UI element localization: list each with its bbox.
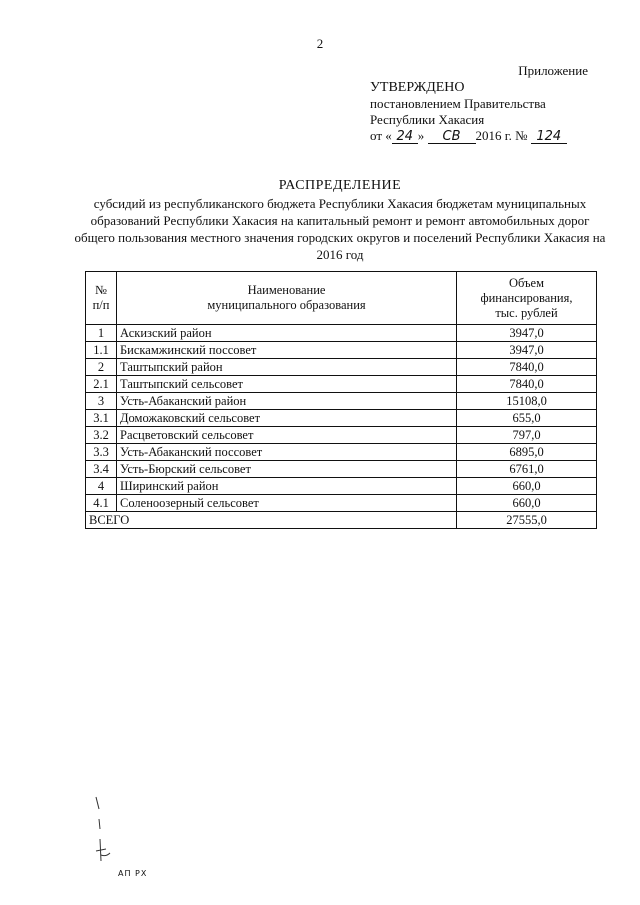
total-label: ВСЕГО [86,512,457,529]
table-row [86,461,597,478]
row-amount: 7840,0 [457,376,597,393]
row-amount: 660,0 [457,478,597,495]
approval-date-line [370,128,567,144]
row-name: Усть-Абаканский поссовет [117,444,457,461]
row-number: 4.1 [86,495,117,512]
archive-stamp: АП РХ [118,869,148,878]
header-amount [457,272,597,325]
row-name: Соленоозерный сельсовет [117,495,457,512]
year-text: 2016 г. № [475,128,528,143]
row-number: 3.4 [86,461,117,478]
header-name [117,272,457,325]
header-amount-line-1: Объем [509,275,544,290]
row-name: Аскизский район [117,325,457,342]
table-row [86,427,597,444]
row-number: 2.1 [86,376,117,393]
row-amount: 6761,0 [457,461,597,478]
row-number: 2 [86,359,117,376]
row-number: 1 [86,325,117,342]
date-prefix: от « [370,128,392,143]
table-row [86,495,597,512]
row-name: Расцветовский сельсовет [117,427,457,444]
date-mid: » [417,128,425,143]
row-amount: 15108,0 [457,393,597,410]
document-title: РАСПРЕДЕЛЕНИЕ [278,178,402,193]
row-name: Таштыпский район [117,359,457,376]
header-number-line-2: п/п [92,298,110,312]
row-amount: 7840,0 [457,359,597,376]
row-number: 3.2 [86,427,117,444]
appendix-label: Приложение [518,63,588,78]
table-header-row [86,272,597,325]
table-total-row [86,512,597,529]
row-amount: 797,0 [457,427,597,444]
table-row [86,410,597,427]
total-amount: 27555,0 [457,512,597,529]
row-amount: 3947,0 [457,325,597,342]
document-subtitle: субсидий из республиканского бюджета Республики Хакасия бюджетам муниципальных образований Республики Хакасия на капитальный ремонт и ремонт автомобильных дорог общего пользования местного значения городских округов и поселений Республики Хакасия на 2016 год [74,196,606,262]
row-number: 1.1 [86,342,117,359]
table-row [86,478,597,495]
table-body [86,325,597,529]
approval-line-1: постановлением Правительства [370,96,546,111]
row-number: 3.3 [86,444,117,461]
row-amount: 660,0 [457,495,597,512]
row-number: 3.1 [86,410,117,427]
header-number-line-1: № [95,283,107,297]
row-name: Доможаковский сельсовет [117,410,457,427]
handwritten-initials [90,795,120,865]
table-row [86,342,597,359]
table-row [86,444,597,461]
approval-block [370,80,567,144]
table-row [86,393,597,410]
handwritten-number: 124 [531,130,567,144]
table-row [86,359,597,376]
distribution-table [85,271,597,529]
row-amount: 6895,0 [457,444,597,461]
row-name: Таштыпский сельсовет [117,376,457,393]
approval-heading: УТВЕРЖДЕНО [370,80,465,95]
row-name: Усть-Бюрский сельсовет [117,461,457,478]
approval-line-2: Республики Хакасия [370,112,485,127]
handwritten-month: СВ [428,130,476,144]
header-name-line-1: Наименование [247,283,326,297]
row-number: 4 [86,478,117,495]
header-amount-line-3: тыс. рублей [495,305,558,320]
header-amount-line-2: финансирования, [480,290,573,305]
table-row [86,325,597,342]
row-amount: 3947,0 [457,342,597,359]
header-number [86,272,117,325]
row-number: 3 [86,393,117,410]
table-row [86,376,597,393]
handwritten-day: 24 [392,130,418,144]
page-number: 2 [316,36,324,51]
row-name: Усть-Абаканский район [117,393,457,410]
row-name: Бискамжинский поссовет [117,342,457,359]
header-name-line-2: муниципального образования [207,298,366,312]
row-name: Ширинский район [117,478,457,495]
row-amount: 655,0 [457,410,597,427]
